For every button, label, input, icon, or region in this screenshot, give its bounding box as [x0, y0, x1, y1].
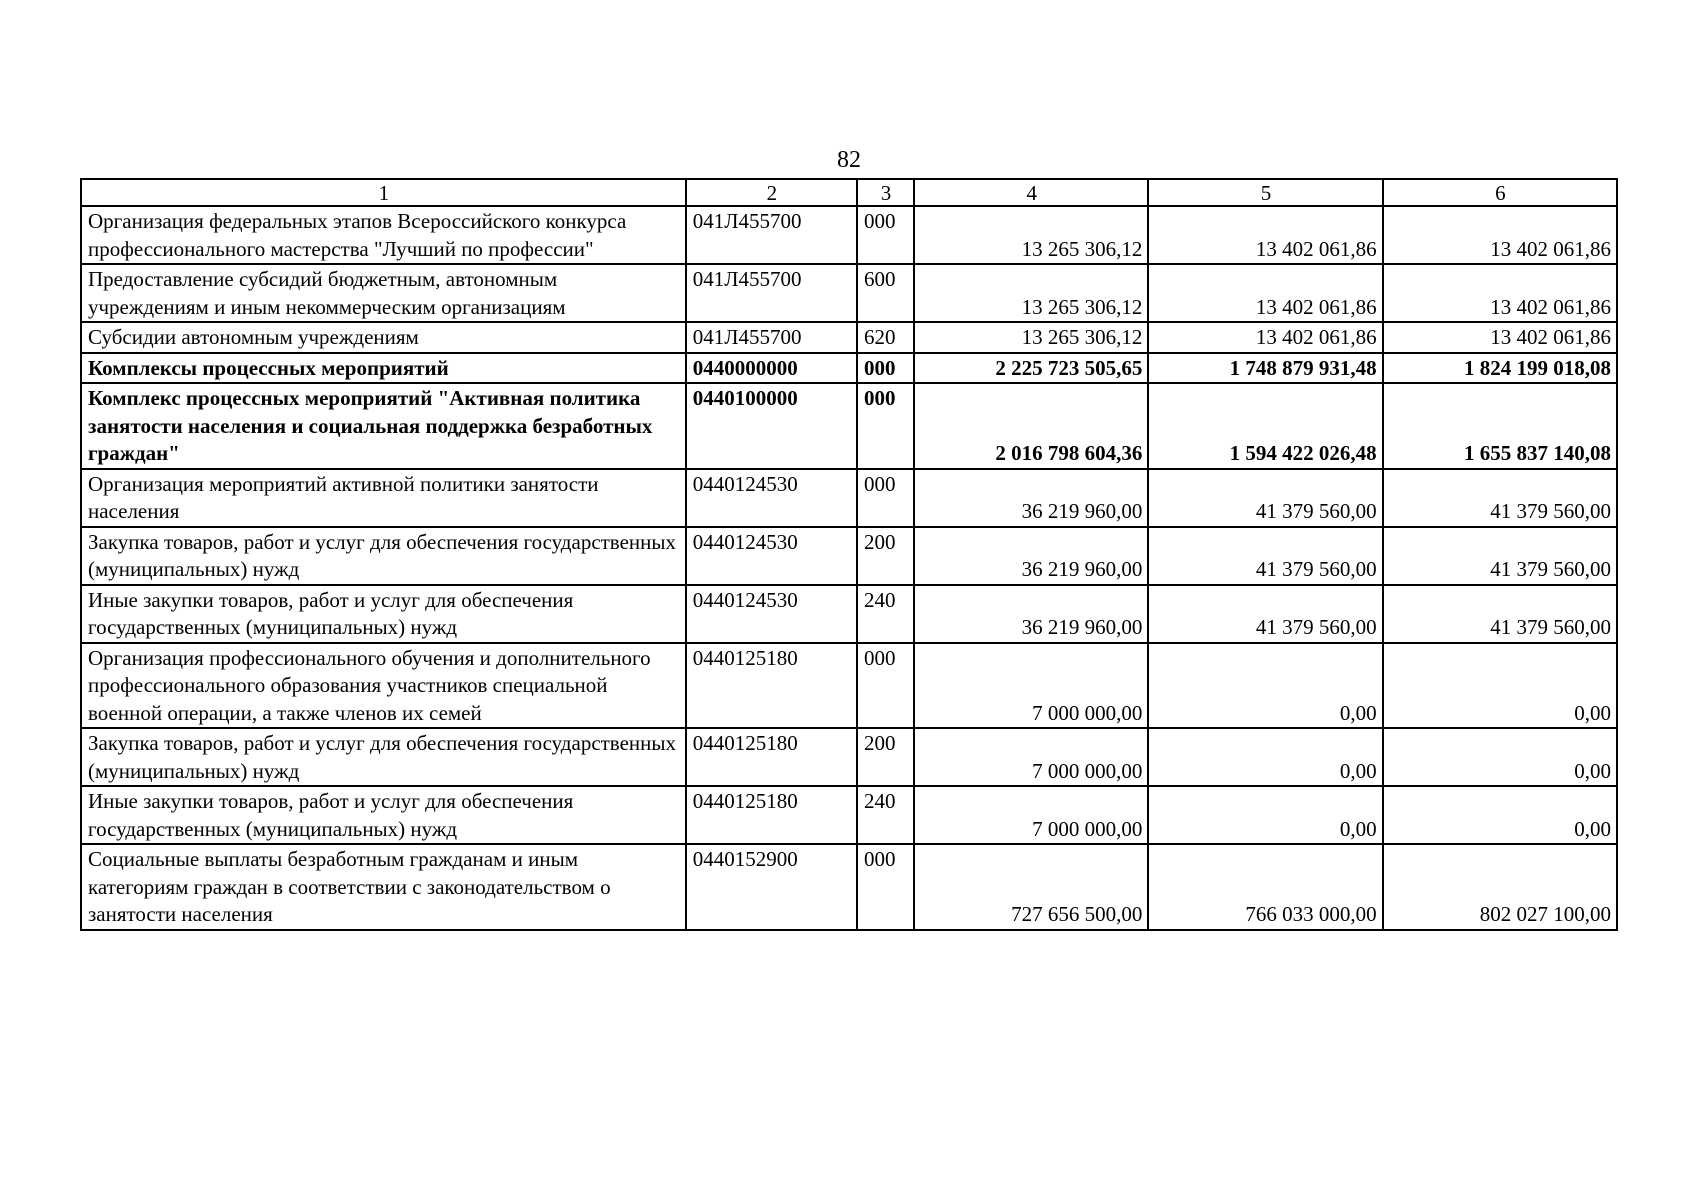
- row-value-col5: 0,00: [1148, 643, 1382, 729]
- row-expense-type: 600: [857, 264, 914, 322]
- row-value-col4: 36 219 960,00: [914, 469, 1148, 527]
- row-expense-type: 000: [857, 469, 914, 527]
- row-code: 041Л455700: [686, 322, 857, 353]
- row-value-col4: 13 265 306,12: [914, 322, 1148, 353]
- row-name: Комплекс процессных мероприятий "Активная политика занятости населения и социальная поддержка безработных граждан": [81, 383, 686, 469]
- row-value-col6: 13 402 061,86: [1383, 206, 1617, 264]
- table-header-row: [81, 179, 1617, 206]
- row-name: Организация мероприятий активной политики занятости населения: [81, 469, 686, 527]
- row-name: Закупка товаров, работ и услуг для обеспечения государственных (муниципальных) нужд: [81, 728, 686, 786]
- row-code: 0440124530: [686, 469, 857, 527]
- row-value-col5: 1 594 422 026,48: [1148, 383, 1382, 469]
- row-value-col6: 13 402 061,86: [1383, 264, 1617, 322]
- row-name: Закупка товаров, работ и услуг для обеспечения государственных (муниципальных) нужд: [81, 527, 686, 585]
- row-value-col4: 7 000 000,00: [914, 728, 1148, 786]
- row-code: 0440125180: [686, 643, 857, 729]
- row-expense-type: 000: [857, 844, 914, 930]
- table-row: [81, 844, 1617, 930]
- row-value-col4: 7 000 000,00: [914, 786, 1148, 844]
- row-expense-type: 200: [857, 527, 914, 585]
- column-header-1: 1: [81, 179, 686, 206]
- row-code: 0440125180: [686, 728, 857, 786]
- row-name: Социальные выплаты безработным гражданам и иным категориям граждан в соответствии с законодательством о занятости населения: [81, 844, 686, 930]
- row-value-col6: 1 824 199 018,08: [1383, 353, 1617, 384]
- row-expense-type: 200: [857, 728, 914, 786]
- table-row: [81, 643, 1617, 729]
- row-value-col6: 0,00: [1383, 786, 1617, 844]
- row-code: 0440125180: [686, 786, 857, 844]
- row-expense-type: 000: [857, 206, 914, 264]
- row-value-col5: 766 033 000,00: [1148, 844, 1382, 930]
- column-header-6: 6: [1383, 179, 1617, 206]
- row-value-col6: 1 655 837 140,08: [1383, 383, 1617, 469]
- row-value-col5: 41 379 560,00: [1148, 585, 1382, 643]
- row-value-col6: 802 027 100,00: [1383, 844, 1617, 930]
- row-value-col5: 41 379 560,00: [1148, 469, 1382, 527]
- table-row: [81, 786, 1617, 844]
- row-expense-type: 240: [857, 786, 914, 844]
- row-value-col4: 2 225 723 505,65: [914, 353, 1148, 384]
- row-name: Иные закупки товаров, работ и услуг для обеспечения государственных (муниципальных) нужд: [81, 786, 686, 844]
- row-value-col4: 36 219 960,00: [914, 585, 1148, 643]
- row-value-col5: 13 402 061,86: [1148, 206, 1382, 264]
- row-code: 0440152900: [686, 844, 857, 930]
- row-value-col4: 7 000 000,00: [914, 643, 1148, 729]
- table-row: [81, 728, 1617, 786]
- row-name: Комплексы процессных мероприятий: [81, 353, 686, 384]
- row-expense-type: 000: [857, 643, 914, 729]
- table-row: [81, 585, 1617, 643]
- row-code: 041Л455700: [686, 206, 857, 264]
- row-value-col4: 727 656 500,00: [914, 844, 1148, 930]
- table-row: [81, 206, 1617, 264]
- row-expense-type: 000: [857, 353, 914, 384]
- row-code: 0440124530: [686, 527, 857, 585]
- row-value-col4: 2 016 798 604,36: [914, 383, 1148, 469]
- row-value-col6: 41 379 560,00: [1383, 527, 1617, 585]
- row-value-col6: 13 402 061,86: [1383, 322, 1617, 353]
- row-value-col5: 0,00: [1148, 786, 1382, 844]
- row-code: 0440100000: [686, 383, 857, 469]
- row-value-col5: 1 748 879 931,48: [1148, 353, 1382, 384]
- row-expense-type: 620: [857, 322, 914, 353]
- row-code: 0440000000: [686, 353, 857, 384]
- column-header-5: 5: [1148, 179, 1382, 206]
- column-header-4: 4: [914, 179, 1148, 206]
- row-code: 041Л455700: [686, 264, 857, 322]
- budget-table: [80, 178, 1618, 931]
- table-row: [81, 383, 1617, 469]
- row-value-col5: 0,00: [1148, 728, 1382, 786]
- row-expense-type: 000: [857, 383, 914, 469]
- row-value-col5: 41 379 560,00: [1148, 527, 1382, 585]
- row-value-col4: 36 219 960,00: [914, 527, 1148, 585]
- row-name: Субсидии автономным учреждениям: [81, 322, 686, 353]
- table-row: [81, 264, 1617, 322]
- row-expense-type: 240: [857, 585, 914, 643]
- row-value-col4: 13 265 306,12: [914, 264, 1148, 322]
- row-value-col6: 41 379 560,00: [1383, 469, 1617, 527]
- table-row: [81, 353, 1617, 384]
- row-name: Организация федеральных этапов Всероссийского конкурса профессионального мастерства "Лучший по профессии": [81, 206, 686, 264]
- column-header-2: 2: [686, 179, 857, 206]
- column-header-3: 3: [857, 179, 914, 206]
- row-value-col5: 13 402 061,86: [1148, 264, 1382, 322]
- row-name: Иные закупки товаров, работ и услуг для обеспечения государственных (муниципальных) нужд: [81, 585, 686, 643]
- row-value-col4: 13 265 306,12: [914, 206, 1148, 264]
- row-name: Организация профессионального обучения и дополнительного профессионального образования участников специальной военной операции, а также членов их семей: [81, 643, 686, 729]
- page-number: 82: [837, 147, 861, 173]
- table-row: [81, 322, 1617, 353]
- table-row: [81, 469, 1617, 527]
- row-value-col6: 0,00: [1383, 728, 1617, 786]
- row-value-col6: 41 379 560,00: [1383, 585, 1617, 643]
- row-value-col5: 13 402 061,86: [1148, 322, 1382, 353]
- table-row: [81, 527, 1617, 585]
- row-code: 0440124530: [686, 585, 857, 643]
- row-value-col6: 0,00: [1383, 643, 1617, 729]
- row-name: Предоставление субсидий бюджетным, автономным учреждениям и иным некоммерческим организациям: [81, 264, 686, 322]
